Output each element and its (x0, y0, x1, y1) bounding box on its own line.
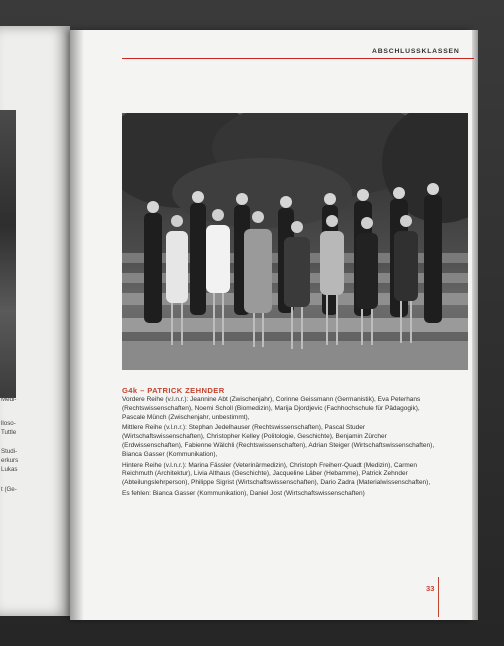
left-page-text-fragment: Studi- (1, 448, 18, 455)
page-number: 33 (426, 584, 435, 593)
left-page-text-fragment: Lukas (1, 466, 18, 473)
back-row-paragraph: Hintere Reihe (v.l.n.r.): Marina Fässler (Veterinärmedizin), Christoph Freiherr-Quadt (Medizin), Carmen Reichmuth (Architektur), Livia Althaus (Geschichte), Jacqueline Läber (Hebamme), Patrick Zehnder (Abteilungslehrperson), Philippe Sigrist (Wirtschaftswissenschaften), Dario Zadra (Materialwissenschaften), (122, 461, 431, 487)
left-page-text-fragment: Medi- (1, 396, 17, 403)
middle-row-paragraph: Mittlere Reihe (v.l.n.r.): Stephan Jedelhauser (Rechtswissenschaften), Pascal Studer (Wirtschaftswissenschaften), Christopher Kelley (Politologie, Geschichte), Benjamin Zürcher (Erdwissenschaften), Fabienne Wälchli (Rechtswissenschaften), Adrian Steiger (Wirtschaftswissenschaften), Bianca Gasser (Kommunikation), (122, 424, 435, 458)
left-page-text-fragment: erkurs (1, 457, 19, 464)
left-page-text-fragment: lloso- (1, 420, 16, 427)
spine-shadow (70, 30, 84, 620)
class-title: G4k – PATRICK ZEHNDER (122, 386, 225, 395)
missing-paragraph: Es fehlen: Bianca Gasser (Kommunikation), Daniel Jost (Wirtschaftswissenschaften) (122, 489, 365, 497)
page-number-rule (438, 577, 439, 617)
page-edge (472, 30, 478, 620)
left-page-text-fragment: Tuttle (1, 429, 17, 436)
left-page-text-fragment: t (Ge- (1, 486, 17, 493)
class-member-list (122, 396, 440, 501)
class-photo-illustration (122, 113, 468, 370)
section-header: ABSCHLUSSKLASSEN (372, 48, 460, 55)
header-rule (122, 58, 474, 59)
left-page-photo (0, 110, 16, 398)
class-photo (122, 113, 468, 370)
left-page (0, 26, 70, 616)
front-row-paragraph: Vordere Reihe (v.l.n.r.): Jeannine Abt (Zwischenjahr), Corinne Geissmann (Germanistik), Eva Peterhans (Rechtswissenschaften), Noemi Scholl (Biomedizin), Marija Djordjevic (Fachhochschule für Pädagogik), Pascale Münch (Zwischenjahr, unbestimmt), (122, 396, 421, 421)
